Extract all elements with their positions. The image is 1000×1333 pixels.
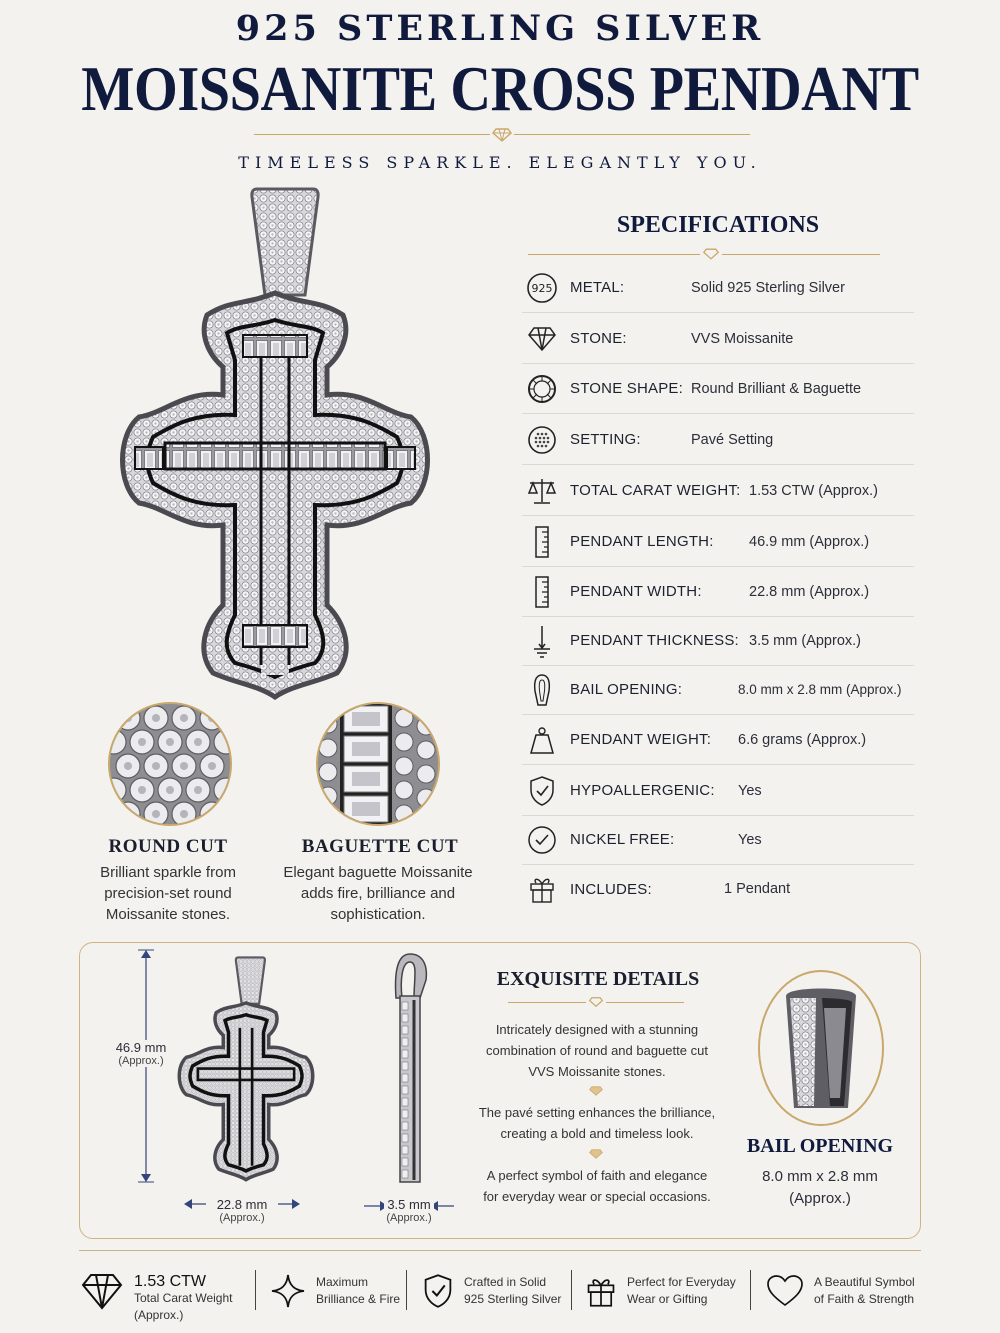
feature-text: A Beautiful Symbol (814, 1275, 915, 1289)
gold-diamond-icon (589, 1149, 603, 1159)
spec-label: HYPOALLERGENIC: (570, 782, 715, 799)
cross-pendant-image (115, 185, 435, 703)
spec-row-width (522, 567, 914, 617)
details-divider-right (606, 1002, 684, 1003)
spec-value: Yes (738, 831, 762, 848)
gold-diamond-icon (703, 248, 719, 260)
divider-right (514, 134, 750, 135)
baguette-cut-description: Elegant baguette Moissanite adds fire, brilliance and sophistication. (283, 864, 473, 923)
baguette-cut-image (316, 702, 440, 826)
round-stone-icon (522, 371, 562, 407)
weight-icon (522, 722, 562, 758)
pave-setting-icon (522, 422, 562, 458)
heart-icon (766, 1274, 804, 1308)
cross-front-view-image (176, 950, 316, 1188)
spec-value: Solid 925 Sterling Silver (691, 279, 845, 296)
bail-opening-title: BAIL OPENING (746, 1135, 894, 1157)
feature-text: 925 Sterling Silver (464, 1292, 562, 1306)
spec-divider-right (722, 254, 880, 255)
title-top: 925 STERLING SILVER (235, 8, 765, 49)
spec-divider-left (528, 254, 700, 255)
spec-label: PENDANT WIDTH: (570, 583, 702, 600)
gold-diamond-icon (492, 128, 512, 142)
spec-value: 3.5 mm (Approx.) (749, 632, 861, 649)
tagline: TIMELESS SPARKLE. ELEGANTLY YOU. (238, 153, 762, 172)
length-label: 46.9 mm (Approx.) (100, 1040, 182, 1067)
spec-row-stone (522, 314, 914, 364)
spec-label: PENDANT THICKNESS: (570, 632, 739, 649)
ruler-icon (522, 524, 562, 560)
feature-crafted (422, 1266, 561, 1316)
spec-value: Pavé Setting (691, 431, 774, 448)
spec-value: 22.8 mm (Approx.) (749, 583, 870, 600)
spec-row-length (522, 517, 914, 567)
feature-divider (255, 1270, 256, 1310)
specifications-title: SPECIFICATIONS (616, 212, 820, 238)
spec-row-setting (522, 415, 914, 465)
gift-icon (585, 1274, 617, 1308)
spec-value: VVS Moissanite (691, 330, 794, 347)
feature-symbol (766, 1266, 915, 1316)
width-label: 22.8 mm (Approx.) (206, 1197, 278, 1224)
feature-text: Total Carat Weight (134, 1290, 233, 1305)
spec-label: PENDANT WEIGHT: (570, 731, 712, 748)
cross-side-view-image (388, 950, 438, 1188)
spec-value: 6.6 grams (Approx.) (738, 731, 867, 748)
spec-label: METAL: (570, 279, 625, 296)
spec-row-hypoallergenic (522, 766, 914, 816)
spec-row-stone-shape (522, 364, 914, 414)
spec-row-bail (522, 665, 914, 715)
feature-text: Crafted in Solid (464, 1275, 547, 1289)
feature-divider (571, 1270, 572, 1310)
feature-carat-value: 1.53 CTW (134, 1272, 207, 1290)
details-paragraph-2: The pavé setting enhances the brilliance, creating a bold and timeless look. (478, 1105, 716, 1141)
spec-value: 1 Pendant (724, 881, 791, 897)
feature-gifting (585, 1266, 736, 1316)
diamond-icon (522, 321, 562, 357)
check-circle-icon (522, 822, 562, 858)
feature-text: of Faith & Strength (814, 1292, 915, 1306)
spec-value: 1.53 CTW (Approx.) (749, 482, 878, 499)
feature-text: Perfect for Everyday (627, 1275, 736, 1289)
gift-icon (522, 871, 562, 907)
bail-opening-value: 8.0 mm x 2.8 mm (Approx.) (762, 1168, 878, 1207)
shield-check-icon (522, 773, 562, 809)
spec-label: NICKEL FREE: (570, 831, 675, 848)
spec-label: TOTAL CARAT WEIGHT: (570, 482, 741, 499)
scale-icon (522, 473, 562, 509)
feature-divider (406, 1270, 407, 1310)
spec-label: STONE: (570, 330, 627, 347)
feature-divider (750, 1270, 751, 1310)
gold-diamond-icon (589, 1086, 603, 1096)
spec-value: 46.9 mm (Approx.) (749, 533, 870, 550)
diamond-icon (80, 1271, 124, 1311)
round-cut-description: Brilliant sparkle from precision-set round Moissanite stones. (100, 864, 236, 923)
feature-brilliance (270, 1266, 400, 1316)
spec-label: INCLUDES: (570, 880, 652, 898)
feature-text: (Approx.) (134, 1307, 184, 1322)
thickness-icon (522, 623, 562, 659)
thickness-label: 3.5 mm (Approx.) (384, 1197, 434, 1224)
spec-label: BAIL OPENING: (570, 681, 683, 698)
bail-closeup-image (756, 968, 886, 1128)
baguette-cut-title: BAGUETTE CUT (301, 836, 459, 857)
feature-text: Maximum (316, 1275, 369, 1289)
details-title: EXQUISITE DETAILS (496, 968, 700, 990)
page-title: MOISSANITE CROSS PENDANT (81, 53, 919, 124)
bail-icon (522, 672, 562, 708)
round-cut-image (108, 702, 232, 826)
spec-row-weight (522, 715, 914, 765)
feature-text: Brilliance & Fire (316, 1292, 401, 1306)
details-divider-left (508, 1002, 586, 1003)
ruler-icon (522, 574, 562, 610)
feature-carat (80, 1266, 233, 1322)
footer-divider (79, 1250, 921, 1251)
details-paragraph-1: Intricately designed with a stunning combination of round and baguette cut VVS Moissanite stones. (486, 1022, 708, 1079)
spec-label: STONE SHAPE: (570, 380, 683, 397)
round-cut-title: ROUND CUT (108, 836, 228, 857)
spec-row-nickel-free (522, 815, 914, 865)
spec-value: Yes (738, 782, 762, 799)
spec-label: SETTING: (570, 431, 641, 448)
svg-text:925: 925 (531, 281, 553, 295)
sparkle-icon (270, 1273, 306, 1309)
spec-row-includes (522, 864, 914, 914)
gold-diamond-icon (589, 997, 603, 1007)
spec-row-carat (522, 466, 914, 516)
925-stamp-icon (522, 270, 562, 306)
divider-left (254, 134, 490, 135)
spec-row-thickness (522, 616, 914, 666)
feature-text: Wear or Gifting (627, 1292, 708, 1306)
details-paragraph-3: A perfect symbol of faith and elegance for everyday wear or special occasions. (483, 1168, 711, 1204)
spec-value: 8.0 mm x 2.8 mm (Approx.) (738, 682, 902, 697)
shield-check-icon (422, 1273, 454, 1309)
spec-label: PENDANT LENGTH: (570, 533, 714, 550)
spec-row-metal (522, 263, 914, 313)
spec-value: Round Brilliant & Baguette (691, 380, 862, 397)
